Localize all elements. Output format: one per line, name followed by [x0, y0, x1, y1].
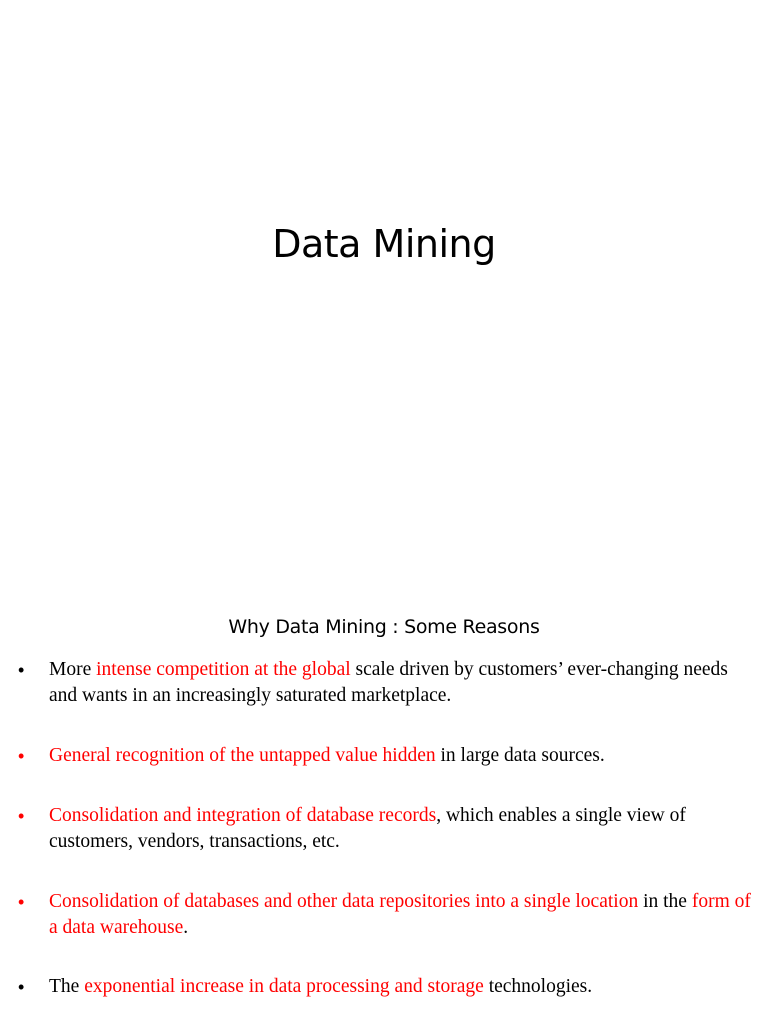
text-segment: , which enables a single view of customers, vendors, transactions, etc. — [49, 805, 686, 852]
highlight-segment: form of a data warehouse — [49, 891, 751, 938]
slide-title: Data Mining — [272, 222, 496, 266]
reason-text — [49, 889, 754, 941]
text-segment: in large data sources. — [435, 745, 605, 766]
bullet-icon: • — [18, 892, 25, 912]
section-heading: Why Data Mining : Some Reasons — [228, 616, 540, 638]
text-segment: . — [183, 917, 189, 938]
text-segment: technologies. — [483, 976, 593, 997]
bullet-icon: • — [18, 977, 25, 997]
highlight-segment: Consolidation of databases and other data repositories into a single location — [49, 891, 639, 912]
reason-text — [49, 657, 754, 709]
highlight-segment: General recognition of the untapped value hidden — [49, 745, 436, 766]
reason-text — [49, 743, 754, 769]
reason-text — [49, 974, 754, 1000]
highlight-segment: intense competition at the global — [96, 659, 351, 680]
text-segment: More — [49, 659, 97, 680]
bullet-icon: • — [18, 746, 25, 766]
bullet-icon: • — [18, 806, 25, 826]
highlight-segment: Consolidation and integration of database records — [49, 805, 437, 826]
reason-text — [49, 803, 754, 855]
bullet-icon: • — [18, 660, 25, 680]
text-segment: The — [49, 976, 85, 997]
text-segment: in the — [638, 891, 692, 912]
highlight-segment: exponential increase in data processing and storage — [84, 976, 484, 997]
text-segment: scale driven by customers’ ever-changing needs and wants in an increasingly saturated marketplace. — [49, 659, 728, 706]
